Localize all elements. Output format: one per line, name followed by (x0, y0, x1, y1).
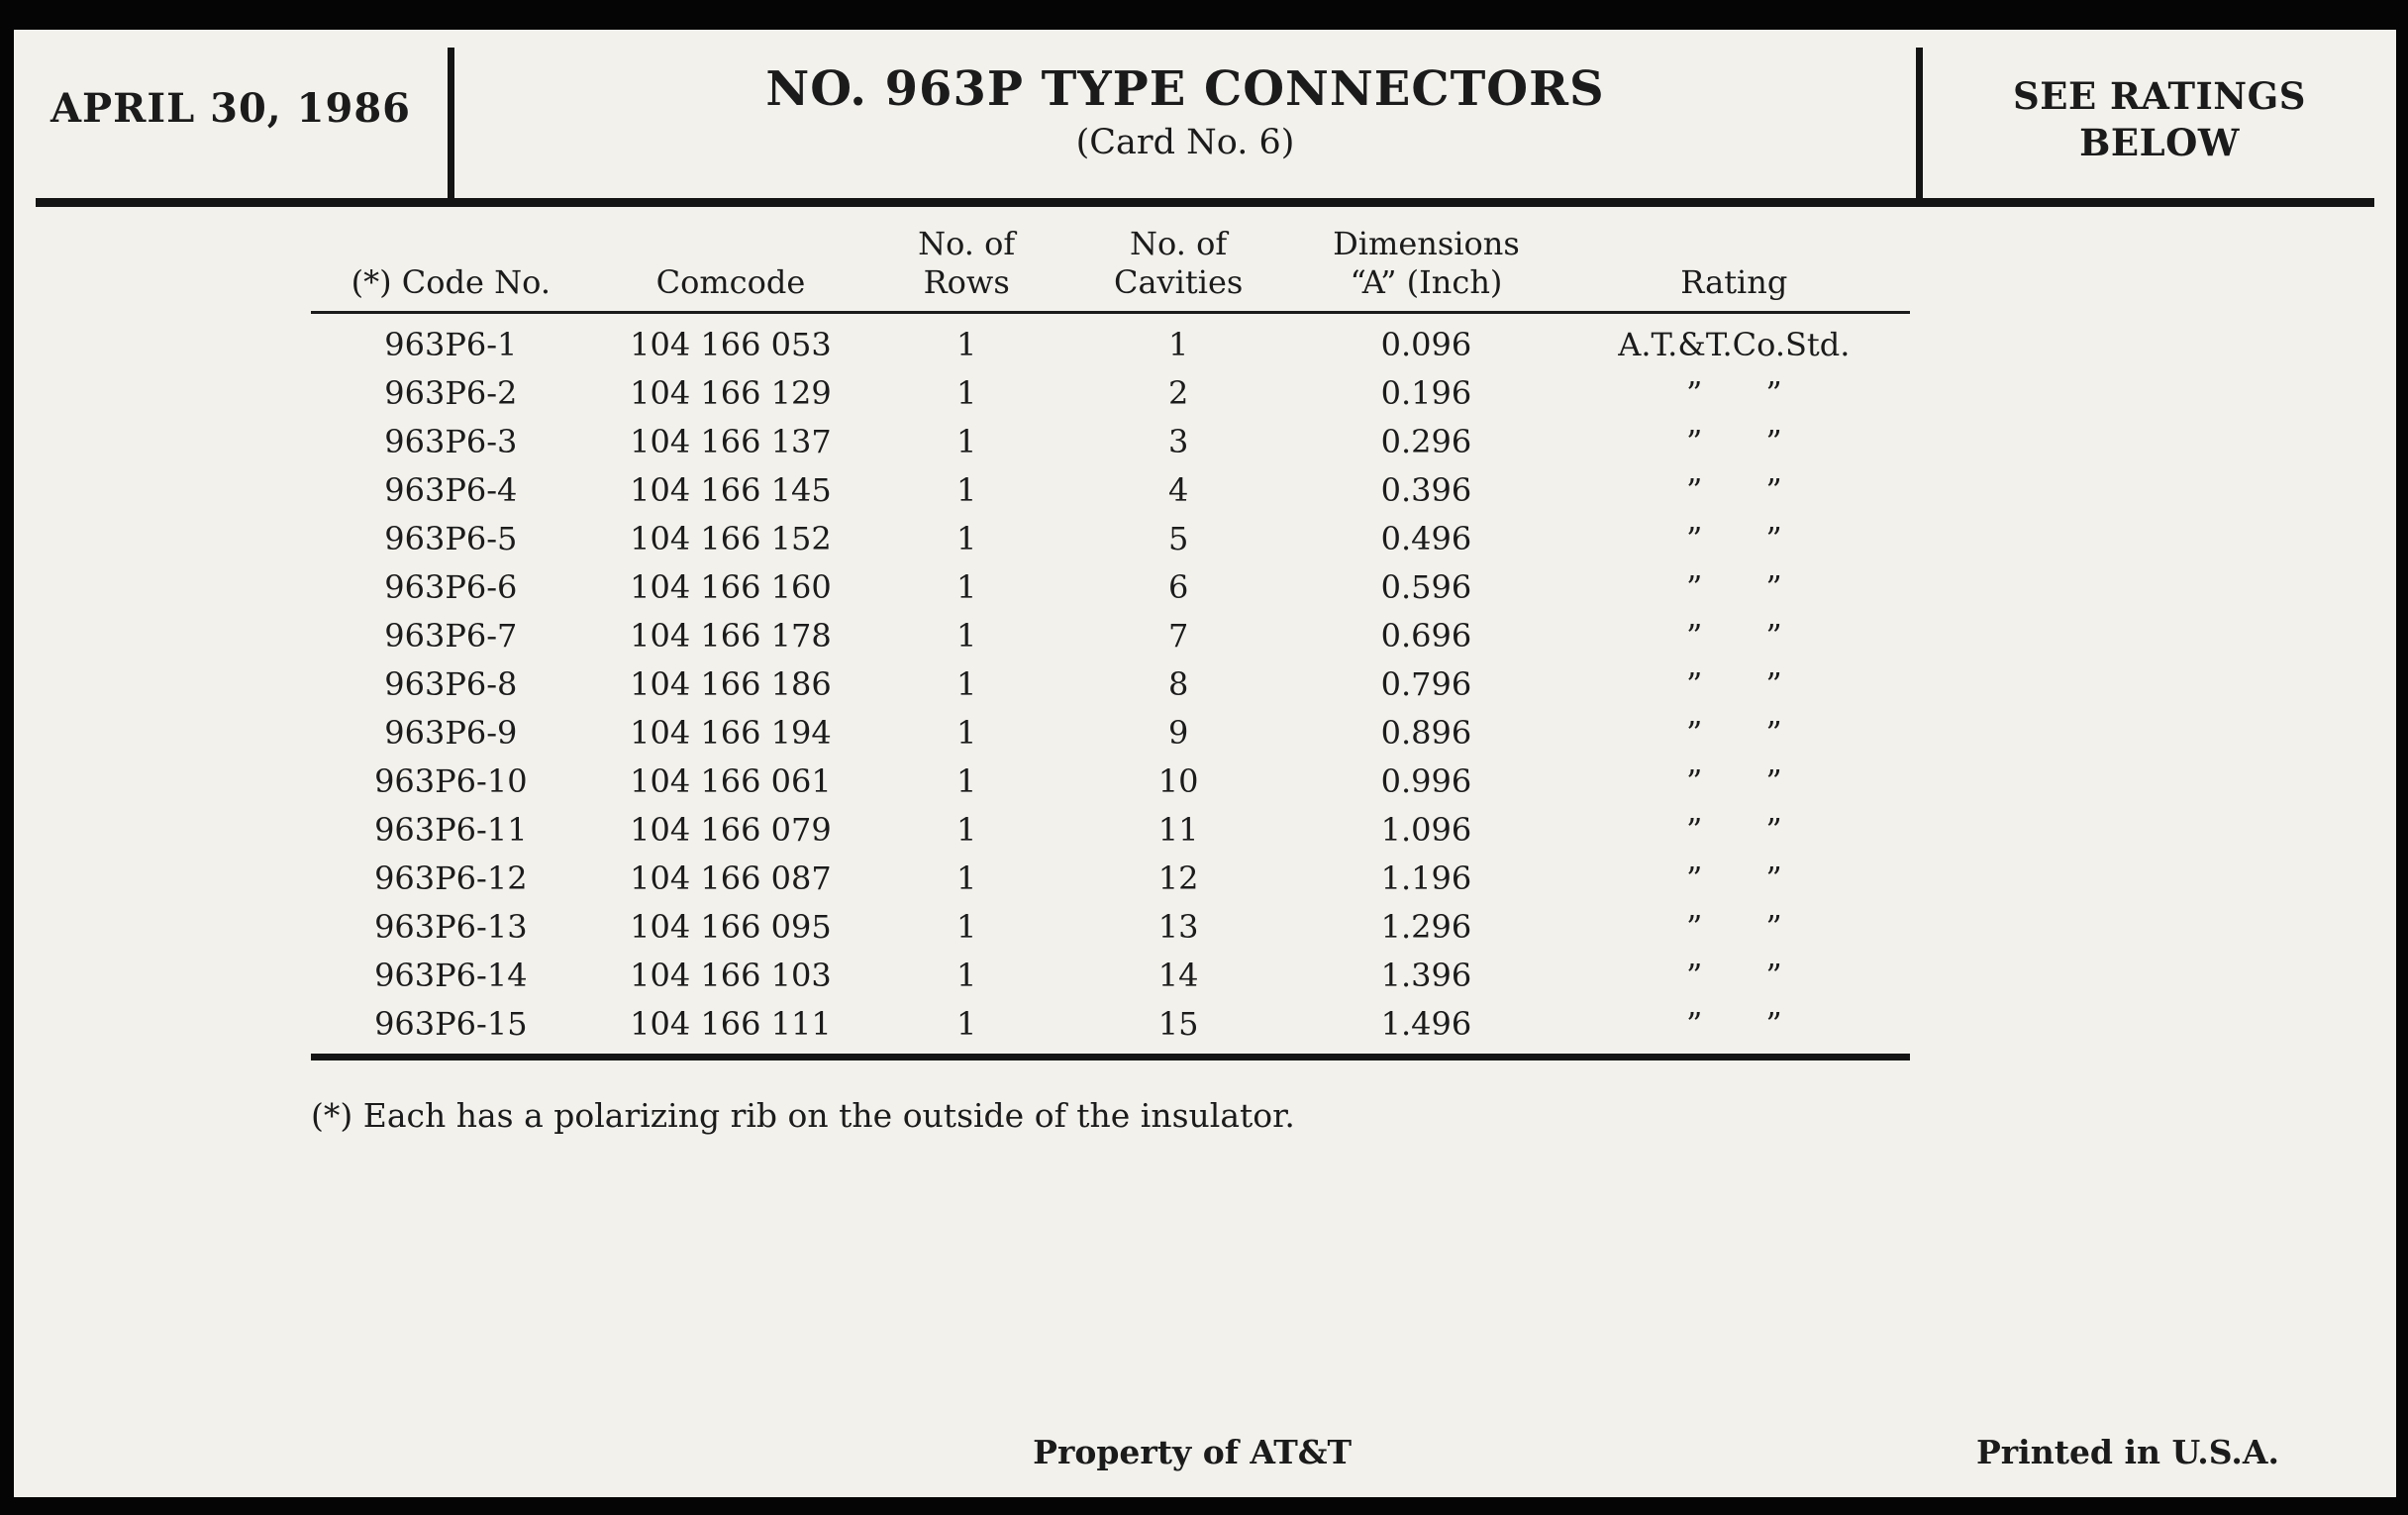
table-row (311, 418, 1910, 466)
col-header-comcode: Comcode (655, 263, 806, 301)
table-cell: 2 (1167, 374, 1189, 412)
document-page (14, 30, 2396, 1497)
table-cell: 1 (955, 423, 977, 460)
table-header-row (311, 223, 1910, 302)
table-cell: ” ” (1685, 762, 1782, 800)
table-cell: 6 (1167, 568, 1189, 606)
table-cell: 12 (1157, 859, 1199, 897)
page-header (14, 30, 2396, 198)
table-cell: 1 (955, 520, 977, 557)
table-cell: 963P6-9 (384, 714, 518, 752)
header-divider-left (448, 48, 454, 198)
table-cell: 104 166 186 (630, 665, 832, 703)
table-cell: 104 166 095 (630, 908, 832, 946)
table-cell: 7 (1167, 617, 1189, 655)
table-cell: ” ” (1685, 617, 1782, 655)
table-row (311, 466, 1910, 515)
table-cell: 963P6-14 (374, 957, 528, 994)
table-cell: 1 (1167, 326, 1189, 363)
table-body (311, 314, 1910, 1049)
col-header-dimensions: Dimensions “A” (Inch) (1333, 225, 1520, 301)
footer-printed-label: Printed in U.S.A. (1975, 1433, 2279, 1471)
connectors-table (311, 223, 1910, 1060)
table-cell: 963P6-11 (374, 811, 528, 849)
table-row (311, 1000, 1910, 1049)
table-row (311, 321, 1910, 369)
table-cell: 963P6-3 (384, 423, 518, 460)
table-cell: ” ” (1685, 908, 1782, 946)
title-block (454, 42, 1916, 198)
table-cell: 15 (1157, 1005, 1199, 1043)
table-cell: 11 (1157, 811, 1199, 849)
table-cell: 0.896 (1380, 714, 1472, 752)
table-cell: 963P6-6 (384, 568, 518, 606)
ratings-note-line2: BELOW (2079, 121, 2240, 164)
table-cell: 9 (1167, 714, 1189, 752)
table-row (311, 952, 1910, 1000)
table-cell: 104 166 178 (630, 617, 832, 655)
table-cell: 4 (1167, 471, 1189, 509)
table-cell: 1 (955, 471, 977, 509)
footnote: (*) Each has a polarizing rib on the outside of the insulator. (311, 1096, 1295, 1135)
footer-property-label: Property of AT&T (1033, 1433, 1353, 1471)
table-row (311, 758, 1910, 806)
table-cell: 0.196 (1380, 374, 1472, 412)
table-cell: 0.996 (1380, 762, 1472, 800)
ratings-note-line1: SEE RATINGS (2013, 74, 2306, 118)
table-cell: 963P6-7 (384, 617, 518, 655)
table-cell: ” ” (1685, 665, 1782, 703)
table-cell: 963P6-15 (374, 1005, 528, 1043)
table-cell: 5 (1167, 520, 1189, 557)
table-cell: 104 166 152 (630, 520, 832, 557)
table-row (311, 855, 1910, 903)
table-cell: 1.196 (1380, 859, 1472, 897)
page-title: NO. 963P TYPE CONNECTORS (765, 61, 1605, 117)
table-cell: 963P6-10 (374, 762, 528, 800)
col-header-rating: Rating (1680, 263, 1788, 301)
table-cell: 1 (955, 617, 977, 655)
table-cell: 963P6-1 (384, 326, 518, 363)
table-cell: 14 (1157, 957, 1199, 994)
table-cell: 1 (955, 568, 977, 606)
header-divider-right (1916, 48, 1923, 198)
table-cell: 0.396 (1380, 471, 1472, 509)
table-cell: 0.796 (1380, 665, 1472, 703)
table-cell: 963P6-5 (384, 520, 518, 557)
table-cell: 10 (1157, 762, 1199, 800)
table-cell: 1 (955, 859, 977, 897)
date-label: APRIL 30, 1986 (50, 85, 411, 132)
table-cell: 1 (955, 374, 977, 412)
table-cell: 0.496 (1380, 520, 1472, 557)
col-header-rows: No. of Rows (918, 225, 1016, 301)
table-cell: 1 (955, 811, 977, 849)
col-header-cavities: No. of Cavities (1113, 225, 1244, 301)
table-row (311, 709, 1910, 758)
page-footer (14, 1426, 2396, 1471)
table-cell: 1 (955, 714, 977, 752)
page-subtitle: (Card No. 6) (1075, 123, 1295, 162)
table-cell: A.T.&T.Co.Std. (1618, 326, 1851, 363)
table-cell: 0.096 (1380, 326, 1472, 363)
table-bottom-rule (311, 1054, 1910, 1060)
table-cell: 1 (955, 957, 977, 994)
table-cell: 963P6-4 (384, 471, 518, 509)
ratings-note (1923, 42, 2396, 198)
table-cell: 3 (1167, 423, 1189, 460)
table-cell: 1 (955, 762, 977, 800)
table-cell: ” ” (1685, 957, 1782, 994)
table-cell: 1 (955, 908, 977, 946)
table-cell: ” ” (1685, 520, 1782, 557)
table-cell: 104 166 194 (630, 714, 832, 752)
table-row (311, 515, 1910, 563)
table-row (311, 903, 1910, 952)
table-cell: 104 166 145 (630, 471, 832, 509)
table-cell: 8 (1167, 665, 1189, 703)
table-cell: 104 166 137 (630, 423, 832, 460)
table-cell: 104 166 111 (630, 1005, 832, 1043)
table-cell: ” ” (1685, 811, 1782, 849)
header-horizontal-rule (36, 198, 2374, 207)
table-cell: ” ” (1685, 471, 1782, 509)
table-cell: 1.396 (1380, 957, 1472, 994)
table-cell: 0.696 (1380, 617, 1472, 655)
table-cell: 1.096 (1380, 811, 1472, 849)
table-row (311, 563, 1910, 612)
table-cell: 1 (955, 326, 977, 363)
table-row (311, 806, 1910, 855)
table-cell: 104 166 087 (630, 859, 832, 897)
table-row (311, 369, 1910, 418)
table-cell: ” ” (1685, 859, 1782, 897)
table-cell: ” ” (1685, 714, 1782, 752)
table-cell: 104 166 061 (630, 762, 832, 800)
table-cell: 1.296 (1380, 908, 1472, 946)
table-cell: 0.296 (1380, 423, 1472, 460)
table-cell: 13 (1157, 908, 1199, 946)
table-cell: ” ” (1685, 423, 1782, 460)
col-header-code-no: (*) Code No. (351, 263, 551, 301)
table-cell: 1 (955, 665, 977, 703)
table-cell: 104 166 160 (630, 568, 832, 606)
table-cell: 104 166 079 (630, 811, 832, 849)
table-cell: 963P6-13 (374, 908, 528, 946)
table-cell: 963P6-12 (374, 859, 528, 897)
table-cell: 104 166 053 (630, 326, 832, 363)
table-cell: 104 166 103 (630, 957, 832, 994)
table-cell: 1 (955, 1005, 977, 1043)
table-cell: ” ” (1685, 568, 1782, 606)
table-cell: 963P6-2 (384, 374, 518, 412)
table-cell: 104 166 129 (630, 374, 832, 412)
table-row (311, 660, 1910, 709)
table-cell: 963P6-8 (384, 665, 518, 703)
table-cell: ” ” (1685, 1005, 1782, 1043)
table-cell: 1.496 (1380, 1005, 1472, 1043)
table-cell: 0.596 (1380, 568, 1472, 606)
table-cell: ” ” (1685, 374, 1782, 412)
table-row (311, 612, 1910, 660)
